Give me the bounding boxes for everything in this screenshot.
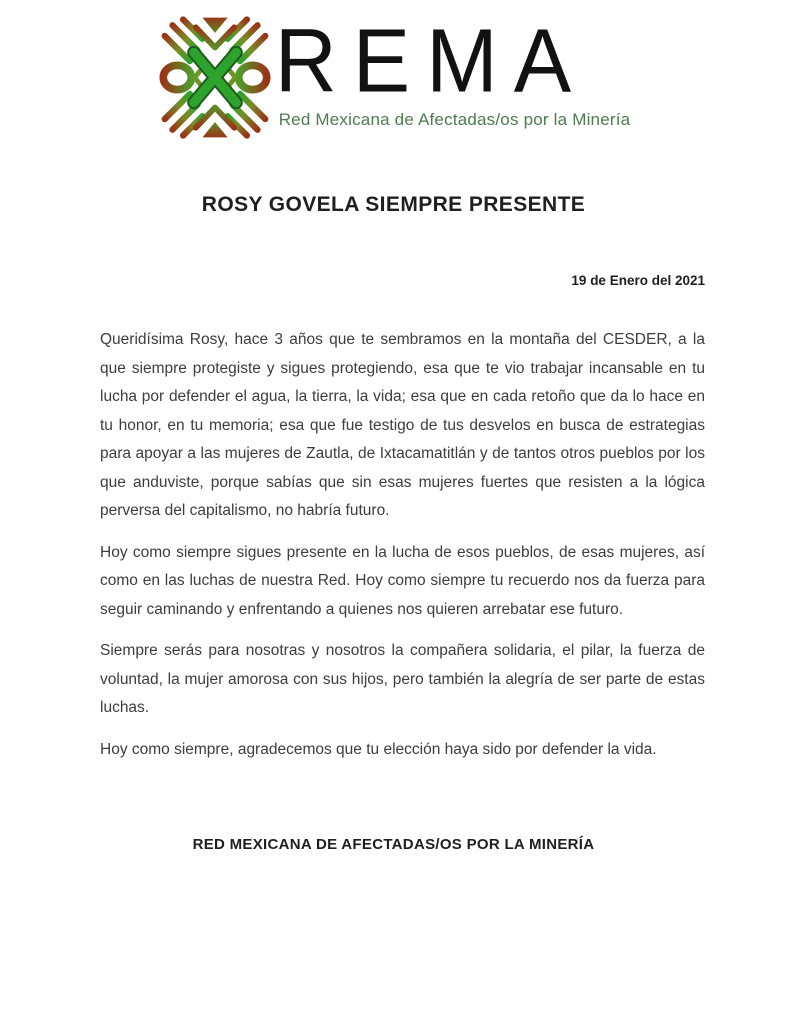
paragraph-3: Siempre serás para nosotras y nosotros la compañera solidaria, el pilar, la fuerza de voluntad, la mujer amorosa con sus hijos, pero también la alegría de ser parte de estas luchas. [100,642,705,716]
document-date: 19 de Enero del 2021 [571,273,705,288]
signature-line: RED MEXICANA DE AFECTADAS/OS POR LA MINERÍA [192,836,595,853]
paragraph-1: Queridísima Rosy, hace 3 años que te sembramos en la montaña del CESDER, a la que siempre protegiste y sigues protegiendo, esa que te vio trabajar incansable en tu lucha por defender el agua, la tierra, la vida; esa que en cada retoño que da lo hace en tu honor, en tu memoria; esa que fue testigo de tus desvelos en busca de estrategias para apoyar a las mujeres de Zautla, de Ixtacamatitlán y de tantos otros pueblos por los que anduviste, porque sabías que sin esas mujeres fuertes que resisten a la lógica perversa del capitalismo, no habría futuro. [100,331,705,519]
page-title: ROSY GOVELA SIEMPRE PRESENTE [201,193,586,216]
paragraph-4: Hoy como siempre, agradecemos que tu elección haya sido por defender la vida. [100,740,657,758]
logo-tagline: Red Mexicana de Afectadas/os por la Minería [278,110,631,129]
rema-logo [0,10,787,141]
logo-text-block [274,10,631,130]
rema-wordmark: REMA [274,10,588,112]
paragraph-2: Hoy como siempre sigues presente en la lucha de esos pueblos, de esas mujeres, así como en las luchas de nuestra Red. Hoy como siempre tu recuerdo nos da fuerza para seguir caminando y enfrentando a quienes nos quieren arrebatar ese futuro. [100,543,705,618]
rema-indigenous-cross-icon [157,14,273,141]
letter-body [0,326,787,764]
